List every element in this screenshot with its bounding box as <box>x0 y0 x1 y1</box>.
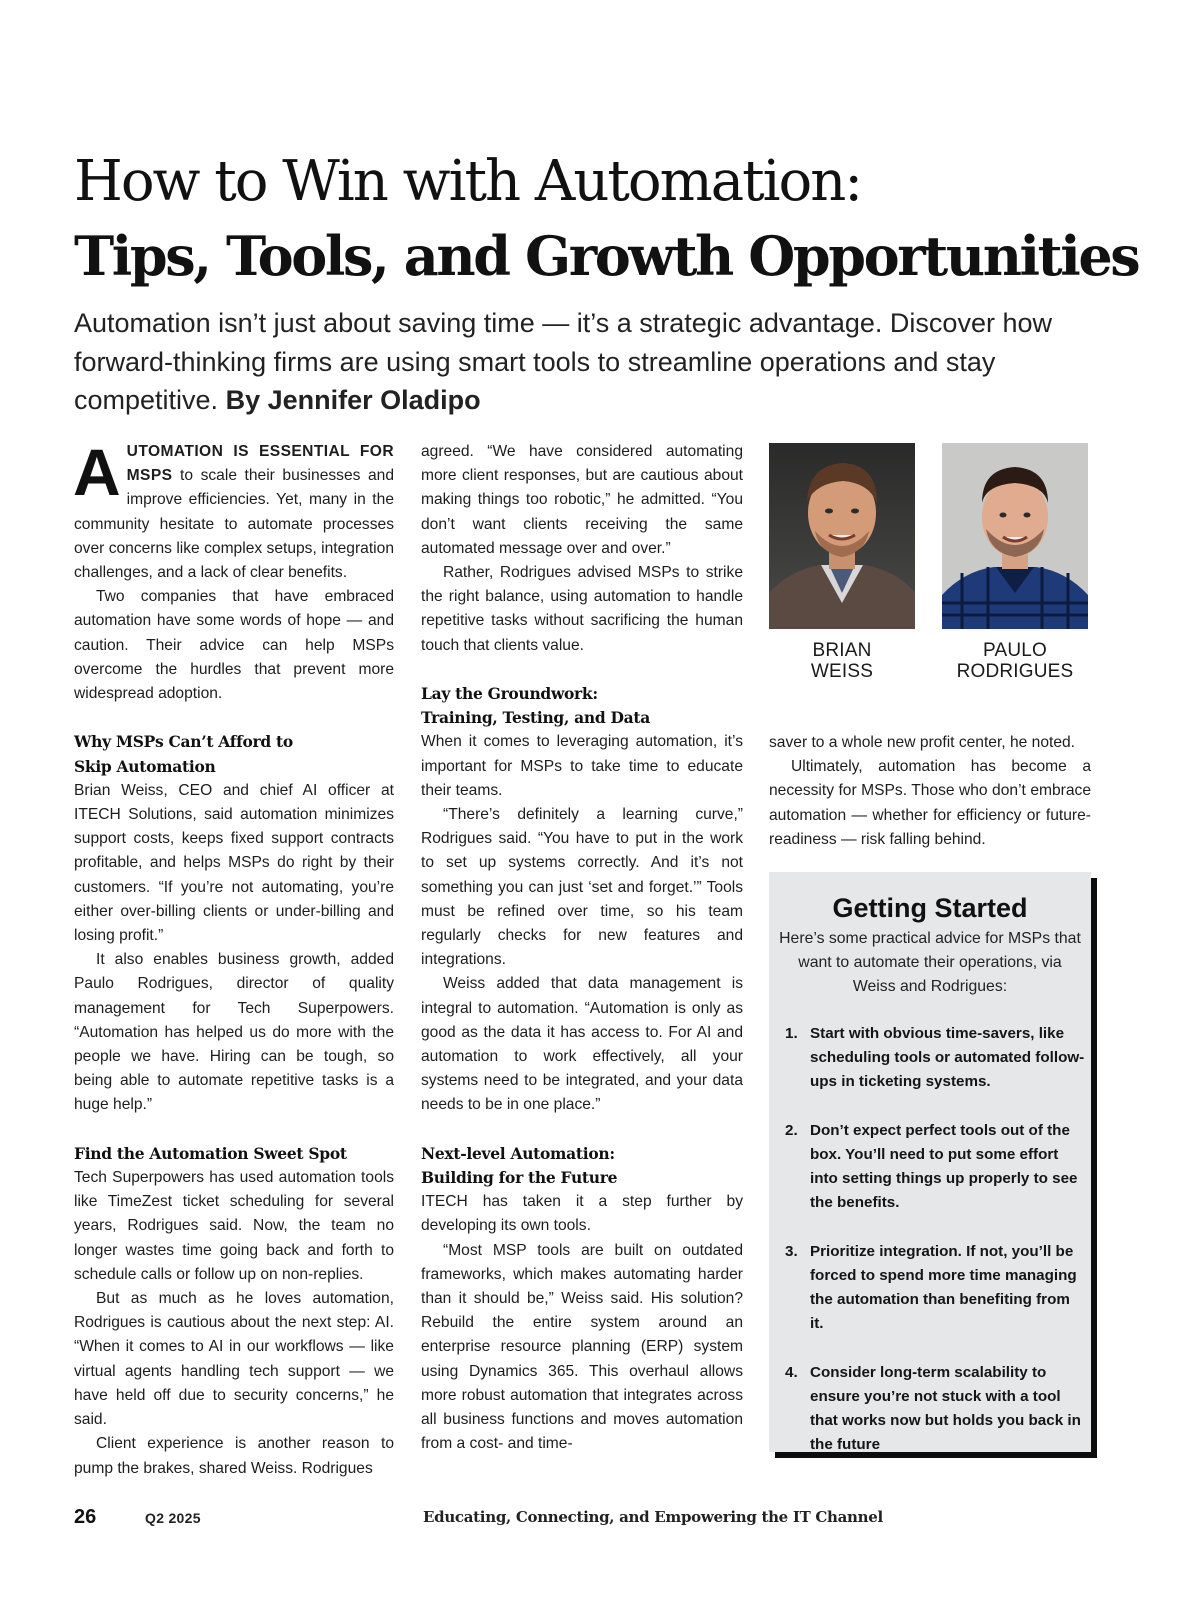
portrait-brian-weiss <box>769 443 915 629</box>
paragraph: When it comes to leveraging automation, it’s important for MSPs to take time to educate their teams. <box>421 733 743 799</box>
article-column-2 <box>421 440 743 1457</box>
paragraph: Two companies that have embraced automation have some words of hope — and caution. Their advice can help MSPs overcome the hurdles that prevent more widespread adoption. <box>74 588 394 703</box>
tips-list <box>783 1022 1085 1482</box>
lead-rest: to scale their businesses and improve efficiencies. Yet, many in the community hesitate to automate processes over concerns like complex setups, integration challenges, and a lack of clear benefits. <box>74 467 394 582</box>
lead-paragraph <box>73 435 394 585</box>
paragraph: Tech Superpowers has used automation tools like TimeZest ticket scheduling for several years, Rodrigues said. Now, the team no longer wastes time going back and forth to schedule calls or follow up on non-replies. <box>74 1169 394 1283</box>
list-item: 3. Prioritize integration. If not, you’ll be forced to spend more time managing the automation than benefiting from it. <box>785 1242 1077 1333</box>
paragraph: “Most MSP tools are built on outdated frameworks, which makes automating harder than it should be,” Weiss said. His solution? Rebuild the entire system around an enterprise resource planning (ERP) system using Dynamics 365. This overhaul allows more robust automation that integrates across all business functions and moves automation from a cost- and time- <box>421 1241 743 1453</box>
paragraph: Weiss added that data management is integral to automation. “Automation is only as good as the data it has access to. For AI and automation to work effectively, all your systems need to be integrated, and your data needs to be in one place.” <box>421 975 743 1114</box>
list-item: 2. Don’t expect perfect tools out of the box. You’ll need to put some effort into setting things up properly to see the benefits. <box>785 1121 1078 1212</box>
getting-started-sidebar <box>769 872 1091 1452</box>
paragraph: agreed. “We have considered automating more client responses, but are cautious about making things too robotic,” he admitted. “You don’t want clients receiving the same automated message over and over.” <box>421 443 743 557</box>
subhead-groundwork: Lay the Groundwork: Training, Testing, and Data <box>421 684 650 728</box>
list-item: 4. Consider long-term scalability to ensure you’re not stuck with a tool that works now but holds you back in the future <box>785 1363 1081 1454</box>
subhead-next-level: Next-level Automation: Building for the Future <box>421 1143 618 1188</box>
headline-line-1: How to Win with Automation: <box>74 149 862 214</box>
paragraph: saver to a whole new profit center, he noted. <box>769 734 1075 751</box>
paragraph: Ultimately, automation has become a necessity for MSPs. Those who don’t embrace automation — whether for efficiency or future-readiness — risk falling behind. <box>769 758 1091 848</box>
dek <box>74 304 1134 420</box>
paragraph: ITECH has taken it a step further by developing its own tools. <box>421 1193 743 1235</box>
drop-cap: A <box>73 435 121 509</box>
byline: By Jennifer Oladipo <box>225 385 481 415</box>
paragraph: Rather, Rodrigues advised MSPs to strike the right balance, using automation to handle repetitive tasks without sacrificing the human touch that clients value. <box>421 564 743 654</box>
article-column-1 <box>73 435 394 1481</box>
paragraph: Client experience is another reason to pump the brakes, shared Weiss. Rodrigues <box>74 1435 394 1477</box>
sidebar-intro: Here’s some practical advice for MSPs that want to automate their operations, via Weiss and Rodrigues: <box>779 930 1081 996</box>
headline-line-2: Tips, Tools, and Growth Opportunities <box>74 224 1139 288</box>
issue-label: Q2 2025 <box>145 1510 201 1526</box>
portrait-paulo-rodrigues <box>942 443 1088 629</box>
caption-paulo-rodrigues: PAULO RODRIGUES <box>956 640 1074 682</box>
paragraph: It also enables business growth, added Paulo Rodrigues, director of quality management for Tech Superpowers. “Automation has helped us do more with the people we have. Hiring can be tough, so being able to automate repetitive tasks is a huge help.” <box>74 951 394 1114</box>
paragraph: But as much as he loves automation, Rodrigues is cautious about the next step: AI. “When it comes to AI in our workflows — like virtual agents handling tech support — we have held off due to security concerns,” he said. <box>74 1290 394 1429</box>
paragraph: “There’s definitely a learning curve,” Rodrigues said. “You have to put in the work to set up systems correctly. And it’s not something you can just ‘set and forget.’” Tools must be refined over time, so his team regularly checks for new features and integrations. <box>421 806 743 969</box>
dek-text: Automation isn’t just about saving time — it’s a strategic advantage. Discover how forward-thinking firms are using smart tools to streamline operations and stay competitive. <box>74 308 1052 415</box>
page-number: 26 <box>74 1506 97 1528</box>
subhead-why-automation: Why MSPs Can’t Afford to Skip Automation <box>74 732 293 776</box>
sidebar-title: Getting Started <box>832 893 1028 923</box>
lead-caps: UTOMATION IS ESSENTIAL FOR MSPS <box>126 443 394 485</box>
subhead-sweet-spot: Find the Automation Sweet Spot <box>74 1143 347 1163</box>
footer-tagline: Educating, Connecting, and Empowering the IT Channel <box>423 1508 883 1526</box>
list-item: 1. Start with obvious time-savers, like scheduling tools or automated follow-ups in ticketing systems. <box>785 1025 1085 1091</box>
caption-brian-weiss: BRIAN WEISS <box>810 640 874 682</box>
article-column-3 <box>769 731 1091 852</box>
paragraph: Brian Weiss, CEO and chief AI officer at ITECH Solutions, said automation minimizes support costs, keeps fixed support contracts profitable, and helps MSPs do right by their customers. “If you’re not automating, you’re either over-billing clients or under-billing and losing profit.” <box>74 781 394 945</box>
